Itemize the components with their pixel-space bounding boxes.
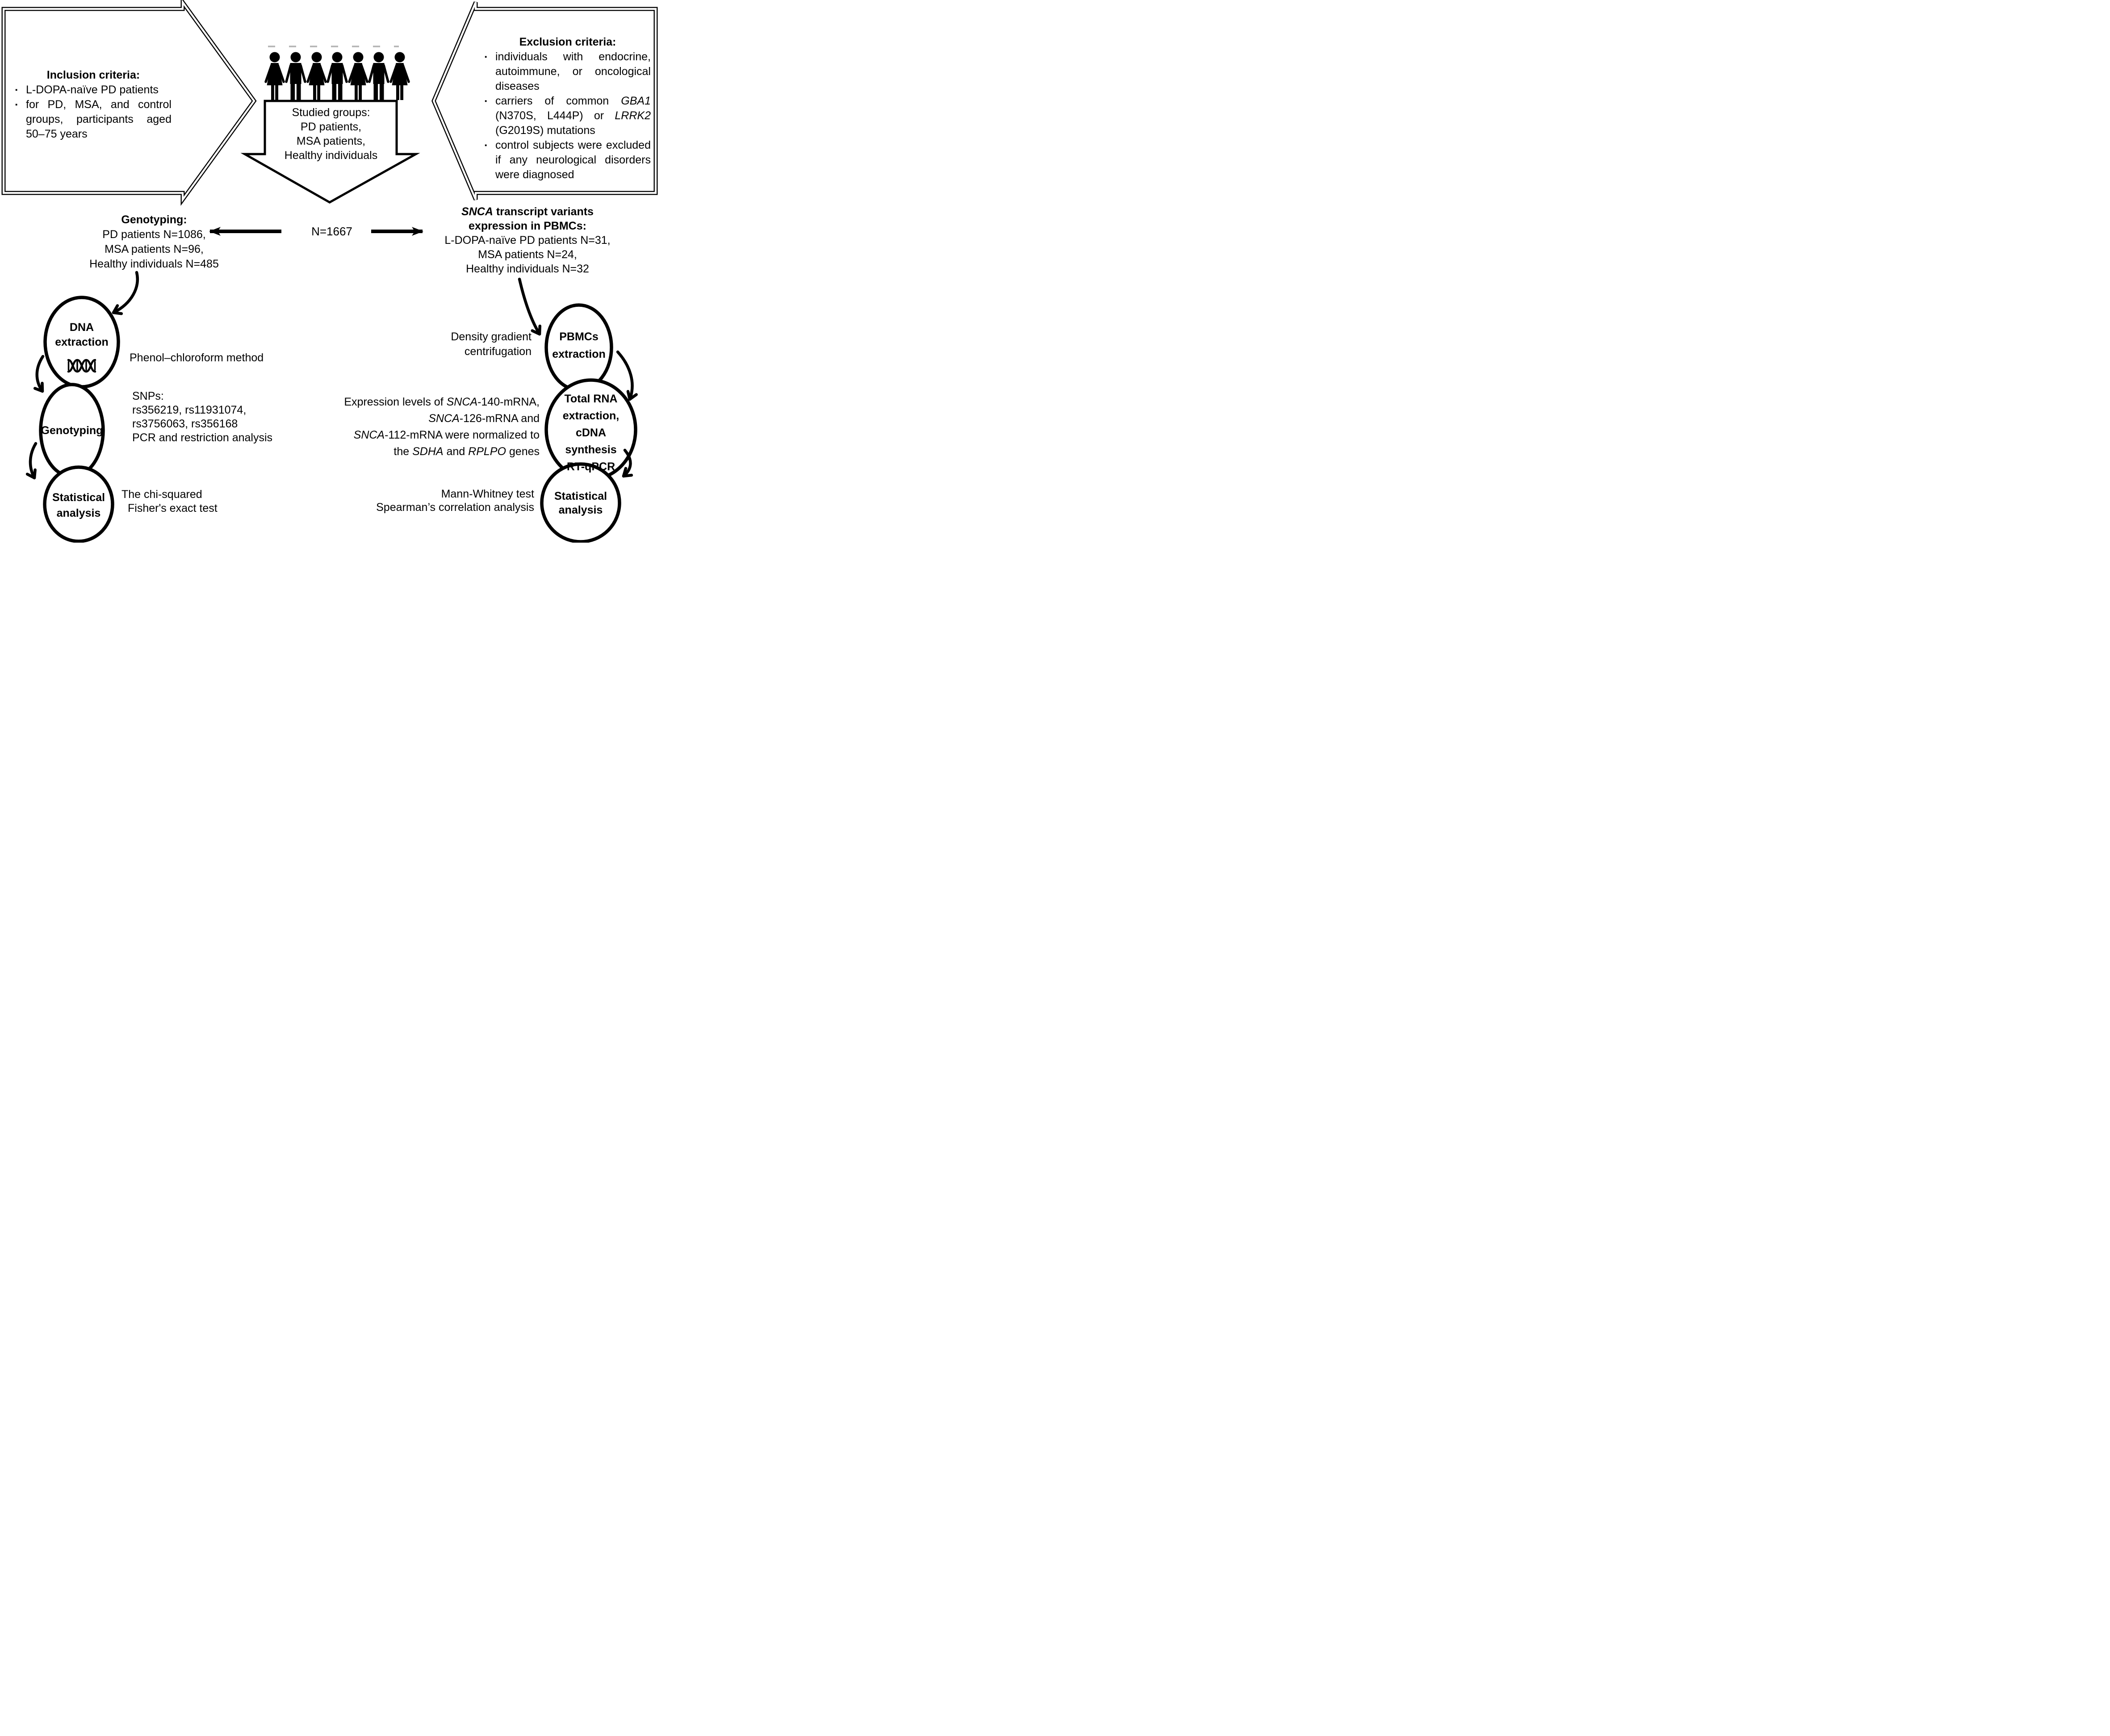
genotyping-circle-label: Genotyping — [41, 424, 103, 437]
studied-groups-line: Healthy individuals — [284, 149, 378, 162]
statistical-circle-left-label: Statistical analysis — [52, 491, 105, 519]
density-gradient-label: Density gradient centrifugation — [451, 330, 532, 358]
studied-groups-line: Studied groups: — [292, 106, 370, 119]
inclusion-bullet-1: ▪ L-DOPA-naïve PD patients — [15, 83, 172, 97]
inclusion-title: Inclusion criteria: — [46, 69, 140, 81]
female-person-icon — [266, 52, 284, 100]
female-person-icon — [391, 52, 409, 100]
bullet-square-icon: ▪ — [485, 142, 487, 149]
studied-groups-block — [266, 105, 396, 163]
arrow-dna-to-genotyping — [37, 356, 43, 391]
mann-whitney-label: Mann-Whitney test Spearman’s correlation analysis — [376, 488, 534, 514]
studied-groups-line: MSA patients, — [296, 135, 366, 147]
bullet-square-icon: ▪ — [485, 97, 487, 105]
exclusion-bullet-1: ▪ individuals with endocrine, autoimmune, or oncological diseases — [485, 50, 651, 92]
bullet-square-icon: ▪ — [15, 86, 18, 94]
phenol-method-label: Phenol–chloroform method — [130, 351, 264, 364]
female-person-icon — [308, 52, 326, 100]
dna-extraction-circle-label: DNA extraction — [55, 321, 109, 348]
bullet-square-icon: ▪ — [15, 101, 18, 109]
male-person-icon — [286, 52, 305, 100]
studied-groups-line: PD patients, — [300, 121, 362, 133]
inclusion-bullet-2: ▪ for PD, MSA, and control groups, participants aged 50–75 years — [15, 98, 172, 140]
genotyping-branch-block: Genotyping: PD patients N=1086, MSA patients N=96, Healthy individuals N=485 — [71, 213, 237, 272]
chi-squared-label: The chi-squared Fisher's exact test — [121, 488, 218, 515]
people-row — [266, 52, 409, 100]
expression-levels-label: Expression levels of SNCA-140-mRNA, SNCA-126-mRNA and SNCA-112-mRNA were normalized to the SDHA and RPLPO genes — [344, 396, 540, 458]
arrow-expression-branch-to-pbmcs — [519, 279, 540, 334]
exclusion-bullet-3: ▪ control subjects were excluded if any neurological disorders were diagnosed — [485, 139, 651, 181]
male-person-icon — [369, 52, 388, 100]
study-flowchart — [0, 0, 659, 543]
n-total-label: N=1667 — [311, 225, 352, 238]
exclusion-bullet-2: ▪ carriers of common GBA1 (N370S, L444P) or LRRK2 (G2019S) mutations — [485, 95, 651, 137]
exclusion-criteria-block — [485, 35, 651, 182]
exclusion-title: Exclusion criteria: — [519, 36, 616, 48]
bullet-square-icon: ▪ — [485, 53, 487, 61]
expression-branch-title: SNCA transcript variants — [461, 205, 594, 218]
arrow-genotyping-to-statistical — [30, 443, 36, 478]
statistical-circle-right-label: Statistical analysis — [554, 490, 607, 516]
inclusion-criteria-block — [15, 68, 172, 142]
male-person-icon — [328, 52, 347, 100]
total-rna-circle-label: Total RNA extraction, cDNA synthesis RT-qPCR — [562, 393, 620, 473]
female-person-icon — [349, 52, 367, 100]
pbmcs-circle-label: PBMCs extraction — [552, 330, 606, 360]
snps-label: SNPs: rs356219, rs11931074, rs3756063, rs356168 PCR and restriction analysis — [132, 390, 273, 444]
genotyping-branch-title: Genotyping: — [121, 213, 187, 226]
arrow-genotyping-branch-to-dna — [113, 272, 138, 313]
expression-branch-block: SNCA transcript variants expression in PBMCs: L-DOPA-naïve PD patients N=31, MSA patients N=24, Healthy individuals N=32 — [436, 205, 619, 276]
